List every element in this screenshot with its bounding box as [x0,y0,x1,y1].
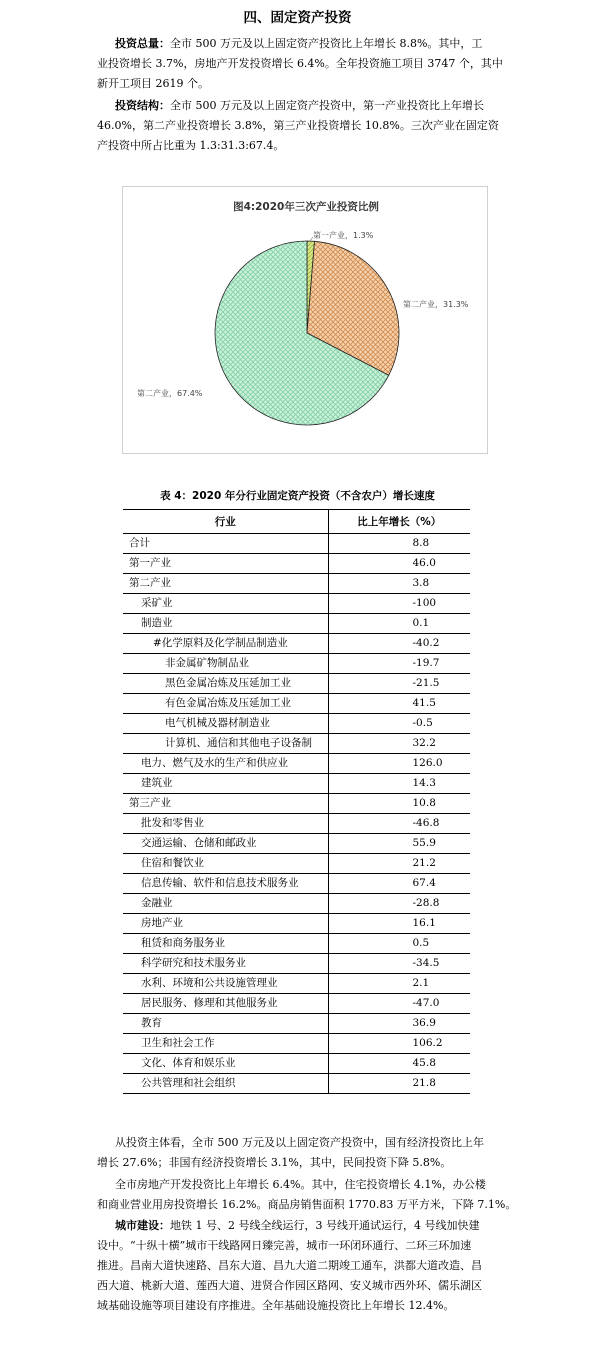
industry-name-cell: 交通运输、仓储和邮政业 [123,834,328,854]
paragraph-line: 全市 500 万元及以上固定资产投资比上年增长 8.8%。其中，工 [170,37,483,50]
paragraph-line: 域基础设施等项目建设有序推进。全年基础设施投资比上年增长 12.4%。 [97,1299,455,1312]
industry-name-cell: #化学原料及化学制品制造业 [123,634,328,654]
industry-name-cell: 合计 [123,534,328,554]
growth-value-cell: 2.1 [328,974,470,994]
table-row [123,634,470,654]
industry-name-cell: 制造业 [123,614,328,634]
growth-value-cell: 21.8 [328,1074,470,1094]
table-title: 表 4：2020 年分行业固定资产投资（不含农户）增长速度 [160,490,435,502]
paragraph-investment-total-cont [97,54,577,94]
table-row [123,814,470,834]
paragraph-line: 全市房地产开发投资比上年增长 6.4%。其中，住宅投资增长 4.1%，办公楼 [115,1178,486,1191]
table-row [123,714,470,734]
growth-value-cell: -46.8 [328,814,470,834]
table-row [123,934,470,954]
industry-name-cell: 第三产业 [123,794,328,814]
industry-name-cell: 卫生和社会工作 [123,1034,328,1054]
growth-value-cell: 45.8 [328,1054,470,1074]
growth-value-cell: 46.0 [328,554,470,574]
paragraph-lead: 投资结构： [115,99,170,112]
growth-value-cell: 8.8 [328,534,470,554]
table-row [123,754,470,774]
paragraph-investment-total [115,34,570,54]
growth-value-cell: 41.5 [328,694,470,714]
table-header-row [123,510,470,534]
growth-value-cell: 36.9 [328,1014,470,1034]
industry-name-cell: 非金属矿物制品业 [123,654,328,674]
slice-label-secondary: 第二产业，31.3% [403,300,469,309]
paragraph-investment-structure-cont [97,116,577,156]
growth-value-cell: 67.4 [328,874,470,894]
table-row [123,654,470,674]
growth-value-cell: 0.1 [328,614,470,634]
paragraph-investment-structure [115,96,570,116]
paragraph-real-estate-cont [97,1195,577,1215]
slice-label-tertiary: 第二产业，67.4% [137,389,203,398]
industry-name-cell: 建筑业 [123,774,328,794]
industry-name-cell: 公共管理和社会组织 [123,1074,328,1094]
growth-value-cell: 32.2 [328,734,470,754]
industry-name-cell: 批发和零售业 [123,814,328,834]
paragraph-lead: 投资总量： [115,37,170,50]
table-row [123,774,470,794]
table-row [123,534,470,554]
industry-name-cell: 房地产业 [123,914,328,934]
growth-value-cell: -21.5 [328,674,470,694]
column-header-growth: 比上年增长（%） [328,510,470,534]
table-row [123,1054,470,1074]
paragraph-line: 产投资中所占比重为 1.3:31.3:67.4。 [97,139,285,152]
table-row [123,854,470,874]
table-row [123,974,470,994]
paragraph-lead: 城市建设： [115,1219,170,1232]
industry-name-cell: 居民服务、修理和其他服务业 [123,994,328,1014]
table-row [123,554,470,574]
paragraph-line: 和商业营业用房投资增长 16.2%。商品房销售面积 1770.83 万平方米，下降 7.1%。 [97,1198,517,1211]
growth-value-cell: 14.3 [328,774,470,794]
table-row [123,954,470,974]
industry-name-cell: 有色金属冶炼及压延加工业 [123,694,328,714]
paragraph-real-estate [115,1175,570,1195]
paragraph-line: 新开工项目 2619 个。 [97,77,209,90]
paragraph-line: 增长 27.6%；非国有经济投资增长 3.1%，其中，民间投资下降 5.8%。 [97,1156,452,1169]
industry-name-cell: 金融业 [123,894,328,914]
industry-name-cell: 住宿和餐饮业 [123,854,328,874]
growth-value-cell: 106.2 [328,1034,470,1054]
table-row [123,574,470,594]
paragraph-line: 地铁 1 号、2 号线全线运行，3 号线开通试运行，4 号线加快建 [170,1219,480,1232]
table-row [123,834,470,854]
industry-name-cell: 计算机、通信和其他电子设备制 [123,734,328,754]
pie-chart-canvas [123,187,489,455]
paragraph-line: 业投资增长 3.7%，房地产开发投资增长 6.4%。全年投资施工项目 3747 个，其中 [97,57,503,70]
paragraph-investment-subject-cont [97,1153,577,1173]
paragraph-investment-subject [115,1133,570,1153]
table-row [123,914,470,934]
table-row [123,1074,470,1094]
industry-name-cell: 采矿业 [123,594,328,614]
growth-value-cell: 0.5 [328,934,470,954]
paragraph-city-construction [115,1216,570,1236]
table-row [123,994,470,1014]
growth-value-cell: -100 [328,594,470,614]
industry-name-cell: 第二产业 [123,574,328,594]
growth-value-cell: -19.7 [328,654,470,674]
table-row [123,1034,470,1054]
column-header-industry: 行业 [123,510,328,534]
industry-name-cell: 教育 [123,1014,328,1034]
paragraph-line: 推进。昌南大道快速路、昌东大道、昌九大道二期竣工通车，洪都大道改造、昌 [97,1259,482,1272]
growth-value-cell: 21.2 [328,854,470,874]
chart-title: 图4:2020年三次产业投资比例 [233,201,379,213]
table-row [123,874,470,894]
section-title: 四、固定资产投资 [243,10,352,26]
growth-value-cell: 3.8 [328,574,470,594]
growth-value-cell: -0.5 [328,714,470,734]
industry-name-cell: 黑色金属冶炼及压延加工业 [123,674,328,694]
industry-name-cell: 水利、环境和公共设施管理业 [123,974,328,994]
table-row [123,594,470,614]
industry-name-cell: 科学研究和技术服务业 [123,954,328,974]
growth-value-cell: -47.0 [328,994,470,1014]
industry-name-cell: 电气机械及器材制造业 [123,714,328,734]
industry-name-cell: 文化、体育和娱乐业 [123,1054,328,1074]
slice-label-primary: 第一产业，1.3% [313,231,374,240]
growth-value-cell: 10.8 [328,794,470,814]
growth-value-cell: -40.2 [328,634,470,654]
paragraph-line: 西大道、桃新大道、莲西大道、进贤合作园区路网、安义城市西外环、儒乐湖区 [97,1279,482,1292]
table-row [123,614,470,634]
industry-name-cell: 第一产业 [123,554,328,574]
paragraph-line: 全市 500 万元及以上固定资产投资中，第一产业投资比上年增长 [170,99,484,112]
table-row [123,1014,470,1034]
growth-value-cell: 126.0 [328,754,470,774]
table-row [123,794,470,814]
industry-name-cell: 信息传输、软件和信息技术服务业 [123,874,328,894]
table-row [123,894,470,914]
industry-name-cell: 电力、燃气及水的生产和供应业 [123,754,328,774]
paragraph-line: 设中。“十纵十横”城市干线路网日臻完善，城市一环闭环通行、二环三环加速 [97,1239,472,1252]
table-row [123,734,470,754]
growth-value-cell: 55.9 [328,834,470,854]
growth-value-cell: -28.8 [328,894,470,914]
industry-growth-table [123,509,470,1094]
table-row [123,674,470,694]
industry-name-cell: 租赁和商务服务业 [123,934,328,954]
pie-chart [122,186,488,454]
paragraph-line: 从投资主体看，全市 500 万元及以上固定资产投资中，国有经济投资比上年 [115,1136,484,1149]
paragraph-city-construction-cont [97,1236,577,1316]
growth-value-cell: -34.5 [328,954,470,974]
table-row [123,694,470,714]
paragraph-line: 46.0%，第二产业投资增长 3.8%，第三产业投资增长 10.8%。三次产业在固定资 [97,119,499,132]
growth-value-cell: 16.1 [328,914,470,934]
